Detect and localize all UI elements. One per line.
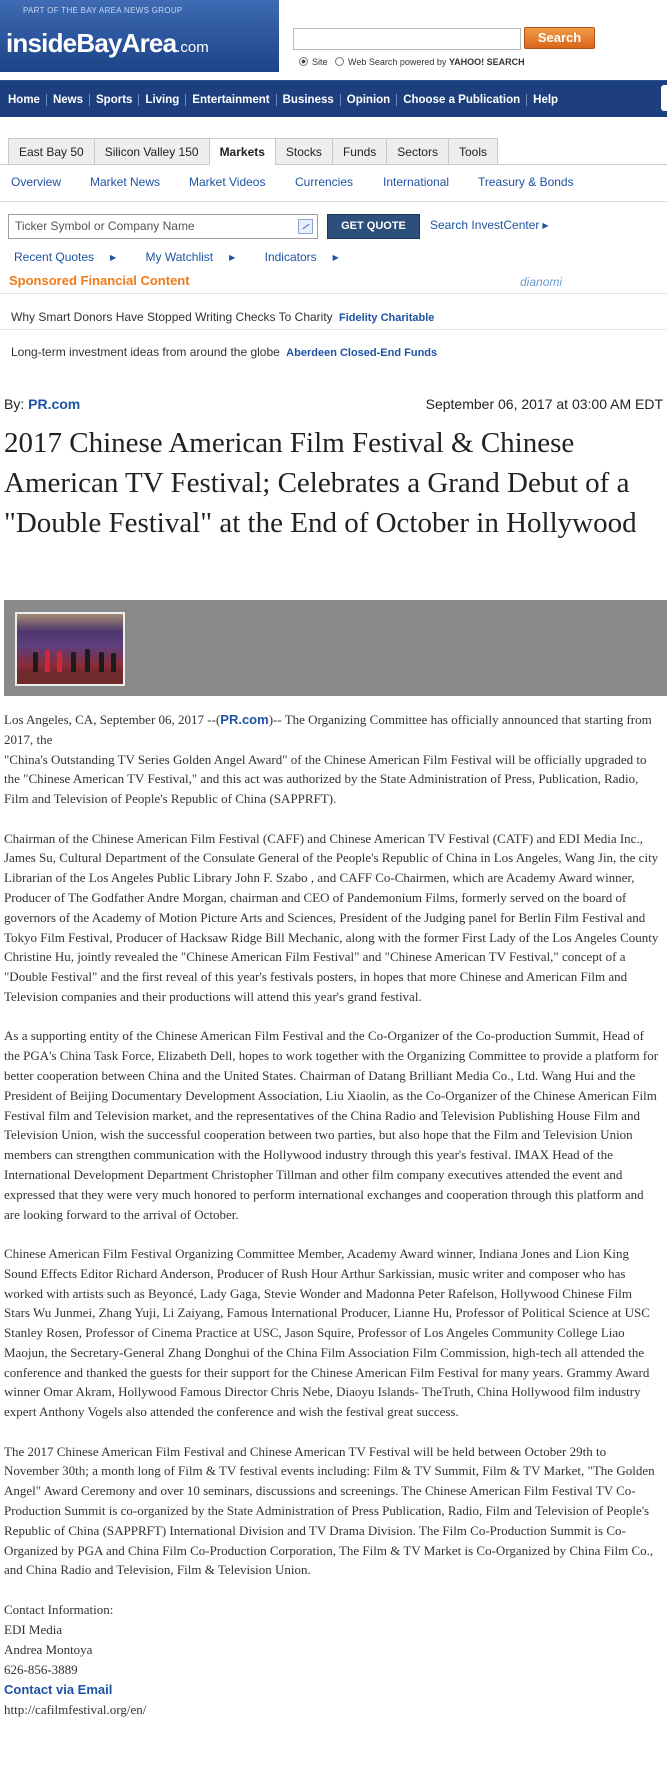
tab-sectors[interactable]: Sectors: [386, 138, 449, 165]
link-my-watchlist[interactable]: [146, 250, 249, 264]
radio-web-search[interactable]: [335, 57, 344, 66]
nav-item-home[interactable]: Home: [2, 94, 47, 106]
photo-person: [85, 649, 90, 672]
lead-source-link[interactable]: PR.com: [220, 712, 269, 727]
logo-bayarea: BayArea: [76, 28, 177, 58]
search-scope-options: [299, 57, 525, 67]
article-paragraph: Chairman of the Chinese American Film Festival (CAFF) and Chinese American TV Festival (CATF) and EDI Media Inc., James Su, Cultural Department of the Consulate General of the People's Republic of China in Los Angeles, Wang Jin, the city Librarian of the Los Angeles Public Library John F. Szabo , and CAFF Co-Chairmen, which are Academy Award winner, Producer of The Godfather Andre Morgan, chairman and CEO of Pandemonium Films, formerly served on the board of governors of the Academy of Motion Picture Arts and Sciences, President of the Judging panel for Berlin Film Festival and Tokyo Film Festival, Producer of Hacksaw Ridge Bill Mechanic, along with the former First Lady of the Los Angeles County Christine Hu, jointly revealed the "Chinese American Film Festival" and "Chinese American TV Festival," concept of a "Double Festival" and the first reveal of this year's festivals posters, in hopes that more Chinese and American Film and Television companies and their productions will attend this year's grand festival.: [4, 830, 659, 1004]
photo-person: [71, 652, 76, 672]
my-watchlist-label: My Watchlist: [145, 250, 214, 264]
subnav-international[interactable]: International: [383, 175, 450, 189]
investcenter-label: Search InvestCenter: [430, 218, 540, 232]
tab-tools[interactable]: Tools: [448, 138, 498, 165]
dianomi-logo[interactable]: dianomi: [520, 275, 563, 289]
caret-right-icon: ▶: [229, 253, 236, 262]
yahoo-search-logo: YAHOO! SEARCH: [448, 57, 525, 67]
subnav-divider: [0, 201, 667, 202]
quote-quick-links: [14, 250, 365, 264]
sponsored-item-text: Long-term investment ideas from around the globe: [11, 345, 280, 359]
article-photo-strip: [4, 600, 667, 696]
subnav-market-videos[interactable]: Market Videos: [189, 175, 266, 189]
link-recent-quotes[interactable]: [14, 250, 129, 264]
radio-web-label: Web Search powered by: [348, 57, 447, 67]
search-investcenter-link[interactable]: [430, 218, 549, 232]
contact-website[interactable]: http://cafilmfestival.org/en/: [4, 1701, 147, 1717]
photo-person: [57, 651, 62, 672]
ticker-placeholder: Ticker Symbol or Company Name: [15, 219, 195, 233]
byline-prefix: By:: [4, 396, 25, 412]
get-quote-button[interactable]: GET QUOTE: [327, 214, 420, 239]
sponsored-item-divider: [0, 329, 667, 330]
article-paragraph: Chinese American Film Festival Organizing Committee Member, Academy Award winner, Indiana Jones and Lion King Sound Effects Editor Richard Anderson, Producer of Rush Hour Arthur Sarkissian, music writer and composer who has worked with artists such as Beyoncé, Lady Gaga, Stevie Wonder and Madonna Peter Rafelson, Hollywood Chinese Film Stars Wu Junmei, Zhang Yuji, Li Zaiyang, Famous International Producer, Lianne Hu, Professor of Political Science at USC Stanley Rosen, Professor of Cinema Practice at USC, Jason Squire, Professor of Los Angeles Community College Liao Maojun, the Secretary-General Zhang Donghui of the China Film Association Film Commission, high-tech all attended the conference and thanked the guests for their support for the Chinese American Film Festival for many years. Grammy Award winner Omar Akram, Hollywood Famous Director Chris Nebe, Diaoyu Islands- TheTruth, China Hollywood film industry expert Anthony Vogels also attended the conference and wish the festival great success.: [4, 1245, 650, 1420]
tab-stocks[interactable]: Stocks: [275, 138, 333, 165]
sponsored-item-source[interactable]: Fidelity Charitable: [339, 312, 435, 324]
sponsored-item[interactable]: [11, 345, 437, 359]
article-date: September 06, 2017 at 03:00 AM EDT: [425, 396, 663, 412]
site-header: [0, 0, 667, 72]
logo-inside: inside: [6, 28, 77, 58]
article-paragraph: The 2017 Chinese American Film Festival and Chinese American TV Festival will be held between October 29th to November 30th; a month long of Film & TV festival events including: Film & TV Summit, Film & TV Market, "The Golden Angel" Award Ceremony and over 10 seminars, discussions and screenings. The Chinese American Film Festival TV Co-Production Summit is co-organized by the State Administration of Press Publication, Radio, Film and Television of People's Republic of China (SAPPRFT) International Division and TV Drama Division. The Film Co-Production Summit is Co-Organized by PGA and China Film Co-Production Corporation, The Film & TV Market is Co-Organized by China Film Co., and China Radio and Television, Film & Television Union.: [4, 1443, 655, 1578]
nav-item-business[interactable]: Business: [277, 94, 341, 106]
nav-edge-tab: [661, 85, 667, 111]
lead-prefix: Los Angeles, CA, September 06, 2017 --(: [4, 712, 221, 727]
photo-person: [99, 652, 104, 672]
caret-right-icon: ▶: [542, 221, 549, 230]
subnav-overview[interactable]: Overview: [11, 175, 62, 189]
indicators-label: Indicators: [264, 250, 317, 264]
subnav-currencies[interactable]: Currencies: [295, 175, 354, 189]
nav-item-help[interactable]: Help: [533, 93, 559, 106]
caret-right-icon: ▶: [110, 253, 117, 262]
photo-person: [33, 652, 38, 672]
photo-person: [45, 650, 50, 672]
nav-item-living[interactable]: Living: [139, 94, 186, 106]
article-paragraph: As a supporting entity of the Chinese American Film Festival and the Co-Organizer of the Co-production Summit, Head of the PGA's China Task Force, Elizabeth Dell, hopes to work together with the Organizing Committee to provide a platform for better cooperation between China and the United States. Chairman of Datang Brilliant Media Co., Ltd. Wang Hui and the President of Beijing Documentary Development Association, Liu Xiaolin, as the Co-Organizer of the Chinese American Film Festival film and Television market, and the representatives of the China Radio and Television Publishing House Film and Television Union, wish the successful cooperation between two parties, but also hope that the Film and Television Union members can strengthen communication with the Hollywood industry through this year's festival. IMAX Head of the International Development Department Christopher Tillman and other film company executives attended the event and expressed that they were very much honored to perform international exchanges and cooperation through this platform and are looking forward to the arrival of October.: [4, 1028, 659, 1222]
logo-wordmark: [6, 28, 209, 59]
link-indicators[interactable]: [265, 250, 352, 264]
sponsored-title: Sponsored Financial Content: [9, 273, 190, 288]
tab-markets[interactable]: Markets: [209, 138, 276, 165]
search-button[interactable]: Search: [524, 27, 595, 49]
radio-site-label: Site: [312, 57, 328, 67]
sponsored-item[interactable]: [11, 310, 434, 324]
logo-com: .com: [176, 39, 209, 56]
recent-quotes-label: Recent Quotes: [14, 250, 95, 264]
market-tabs: [8, 138, 497, 165]
nav-item-entertainment[interactable]: Entertainment: [186, 94, 276, 106]
nav-item-sports[interactable]: Sports: [90, 94, 139, 106]
nav-item-choose-publication[interactable]: Choose a Publication: [397, 94, 527, 106]
sponsored-divider: [0, 293, 667, 294]
contact-name: Andrea Montoya: [4, 1641, 93, 1657]
contact-organization: EDI Media: [4, 1621, 63, 1637]
photo-person: [111, 653, 116, 672]
sponsored-item-source[interactable]: Aberdeen Closed-End Funds: [286, 347, 438, 359]
tab-funds[interactable]: Funds: [332, 138, 387, 165]
site-search: [293, 24, 663, 72]
lead-text: )-- The Organizing Committee has officially announced that starting from 2017, the: [4, 712, 652, 747]
nav-item-opinion[interactable]: Opinion: [341, 94, 397, 106]
tab-silicon-valley-150[interactable]: Silicon Valley 150: [94, 138, 210, 165]
contact-phone: 626-856-3889: [4, 1661, 78, 1677]
ticker-search-input[interactable]: [8, 214, 318, 239]
site-search-input[interactable]: [293, 28, 521, 50]
markets-subnav: [0, 165, 667, 201]
article-headline: 2017 Chinese American Film Festival & Chinese American TV Festival; Celebrates a Grand Debut of a "Double Festival" at the End of October in Hollywood: [4, 427, 637, 539]
main-nav: [0, 80, 667, 117]
site-logo[interactable]: [0, 0, 279, 72]
contact-heading: Contact Information:: [4, 1601, 114, 1617]
tab-east-bay-50[interactable]: East Bay 50: [8, 138, 95, 165]
photo-stage-floor: [17, 672, 123, 684]
symbol-lookup-icon[interactable]: [298, 219, 313, 234]
subnav-treasury-bonds[interactable]: Treasury & Bonds: [478, 175, 574, 189]
nav-item-news[interactable]: News: [47, 94, 90, 106]
contact-information: [4, 1600, 659, 1720]
byline-source-link[interactable]: PR.com: [28, 396, 81, 412]
article-body: [4, 710, 659, 1720]
subnav-market-news[interactable]: Market News: [90, 175, 161, 189]
sponsored-item-text: Why Smart Donors Have Stopped Writing Checks To Charity: [11, 310, 333, 324]
article-paragraph: [4, 710, 659, 809]
logo-tagline: PART OF THE BAY AREA NEWS GROUP: [23, 6, 183, 15]
radio-site[interactable]: [299, 57, 308, 66]
photo-stage-light: [17, 614, 123, 632]
caret-right-icon: ▶: [332, 253, 339, 262]
article-byline: [4, 396, 80, 412]
contact-email-link[interactable]: Contact via Email: [4, 1681, 113, 1697]
paragraph-1-text: "China's Outstanding TV Series Golden Angel Award" of the Chinese American Film Festival will be officially upgraded to the "Chinese American TV Festival," and this act was authorized by the State Administration of Press, Publication, Radio, Film and Television of People's Republic of China (SAPPRFT).: [4, 751, 647, 807]
event-photo-thumbnail[interactable]: [15, 612, 125, 686]
